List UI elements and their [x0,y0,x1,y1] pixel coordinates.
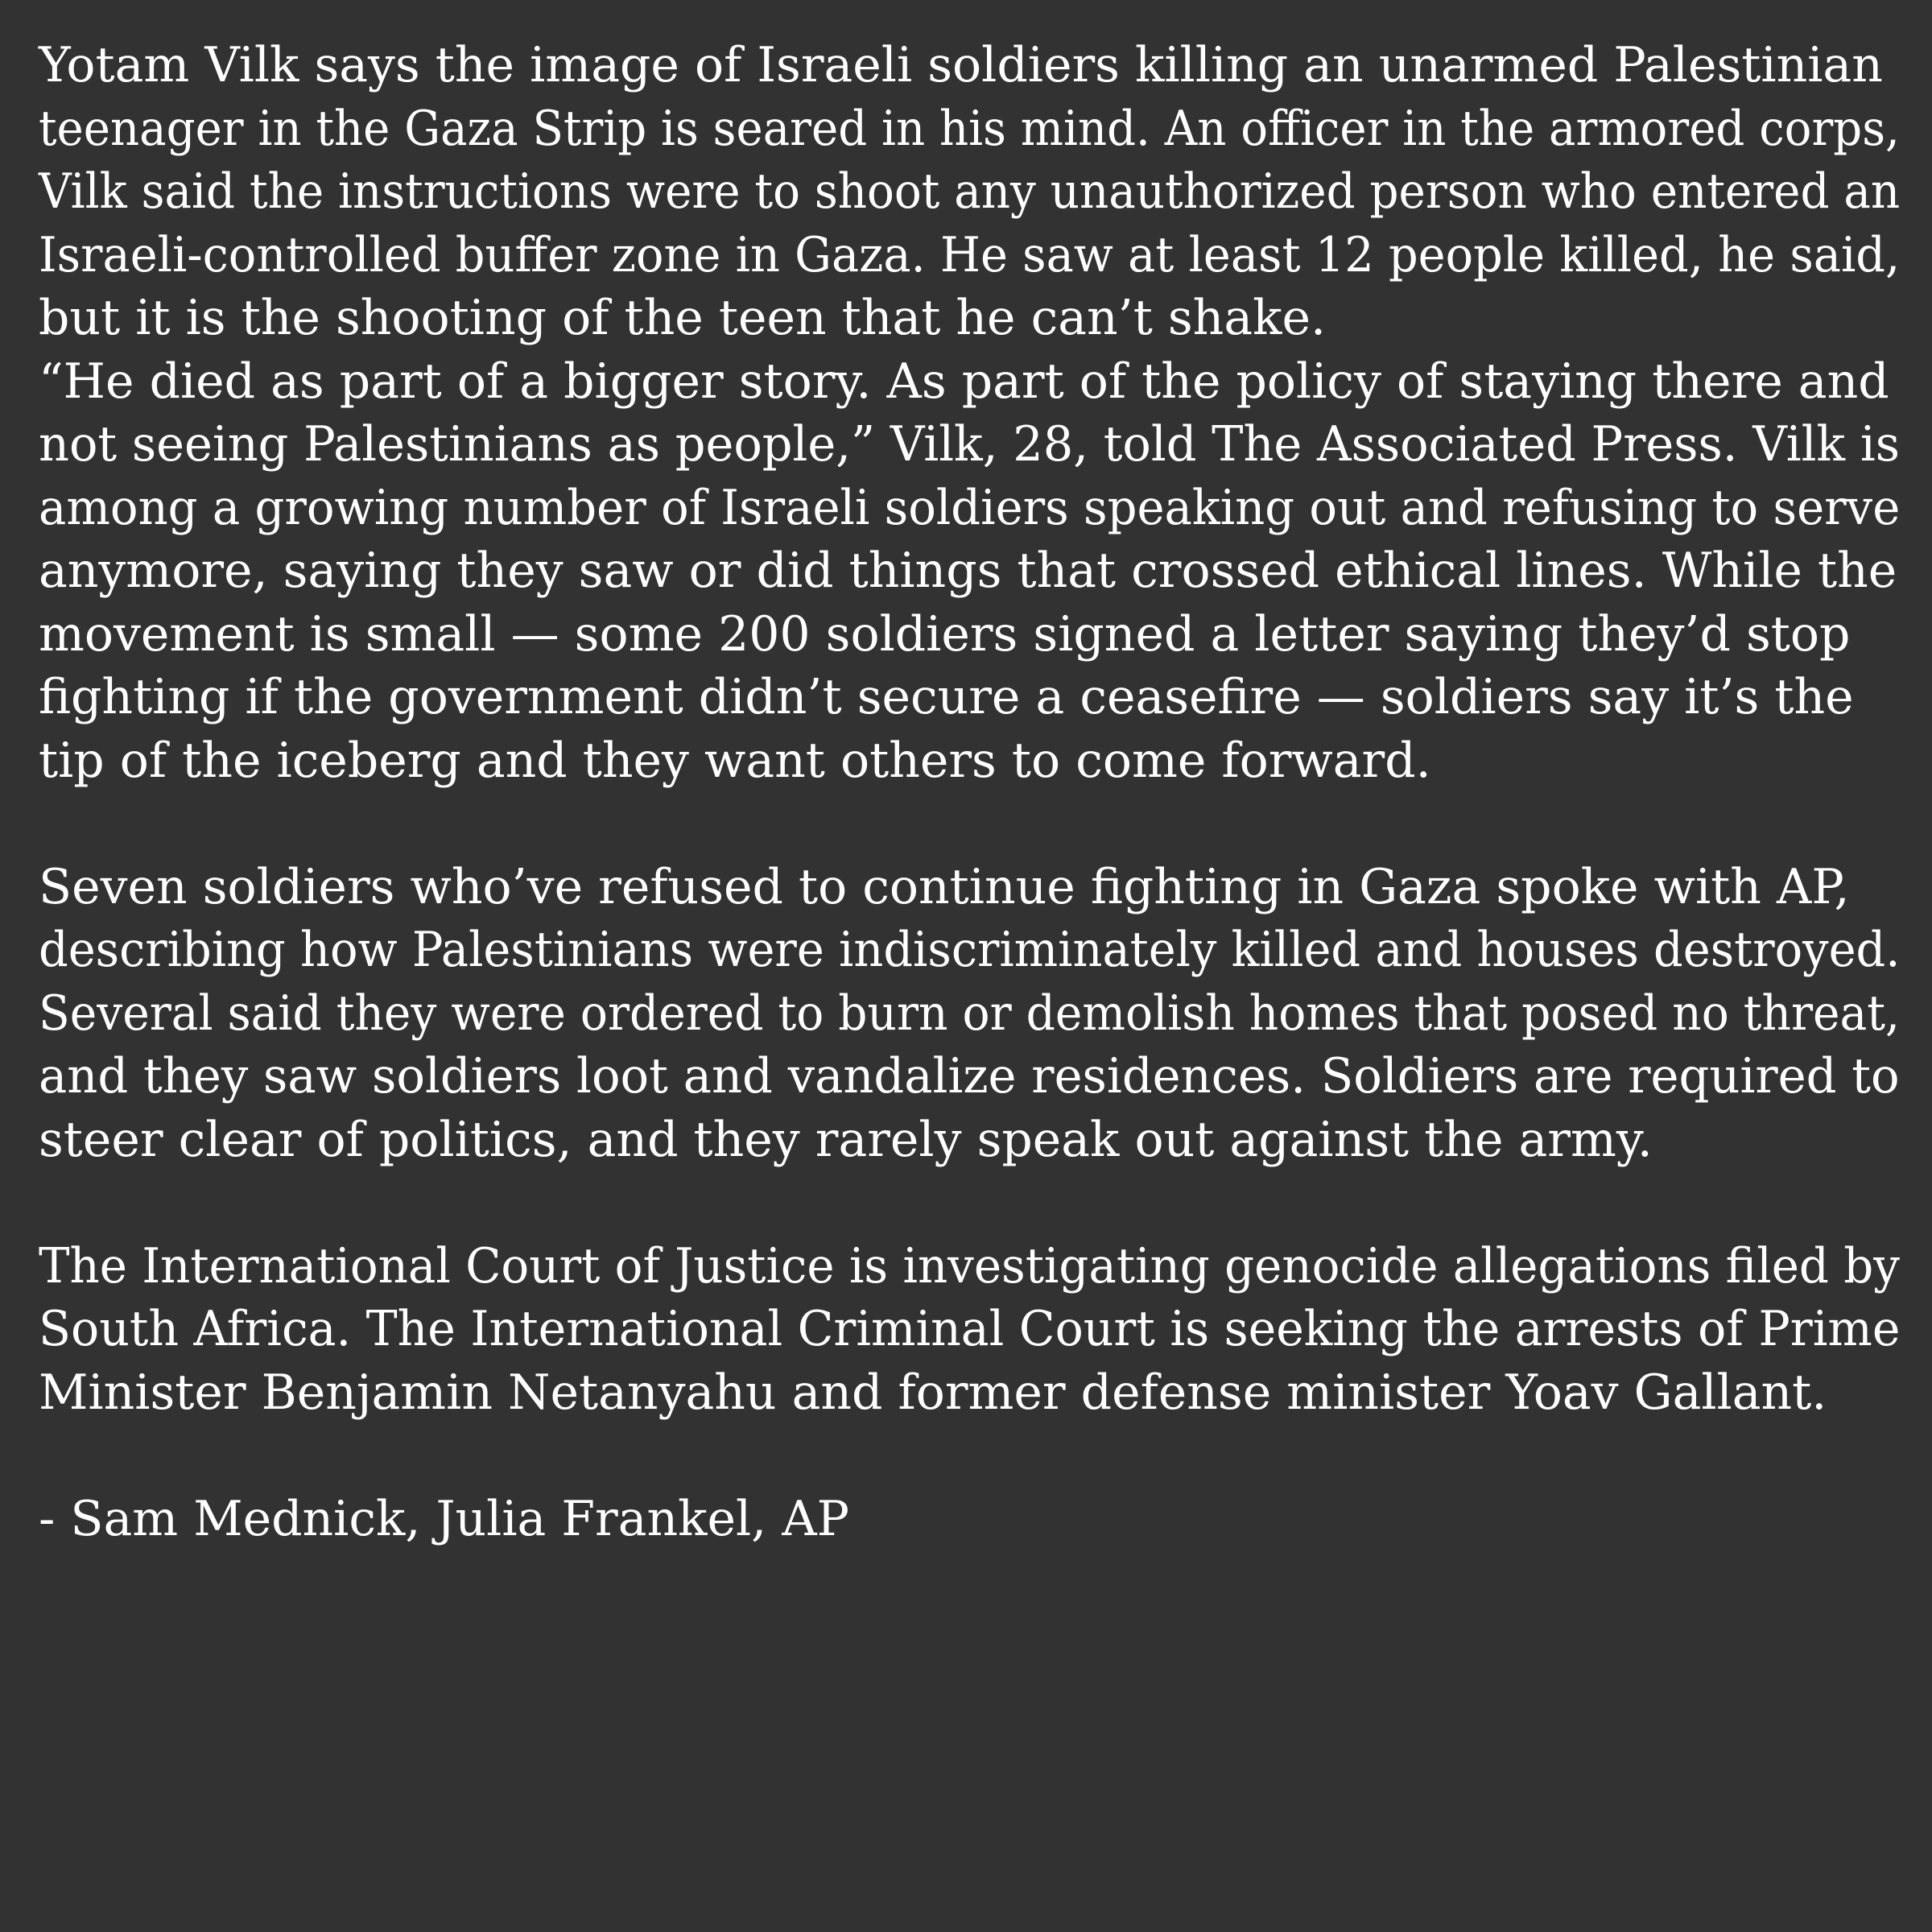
text-line: describing how Palestinians were indiscriminately killed and houses destroyed. [39,922,1901,978]
text-line: Israeli-controlled buffer zone in Gaza. He saw at least 12 people killed, he said, [39,226,1901,283]
text-line: movement is small — some 200 soldiers signed a letter saying they’d stop [39,605,1851,663]
text-line: steer clear of politics, and they rarely speak out against the army. [39,1111,1653,1168]
text-line: tip of the iceberg and they want others to come forward. [39,732,1431,789]
paragraph-spacer [39,792,1893,856]
text-line: Minister Benjamin Netanyahu and former defense minister Yoav Gallant. [39,1364,1827,1421]
text-line: but it is the shooting of the teen that he can’t shake. [39,290,1327,346]
text-line: South Africa. The International Criminal Court is seeking the arrests of Prime [39,1301,1901,1357]
text-line: “He died as part of a bigger story. As part of the policy of staying there and [39,353,1889,410]
paragraph-intro [39,34,1901,350]
text-line: Several said they were ordered to burn or demolish homes that posed no threat, [39,985,1900,1042]
text-line: fighting if the government didn’t secure a ceasefire — soldiers say it’s the [39,669,1854,725]
text-line: anymore, saying they saw or did things that crossed ethical lines. While the [39,543,1897,599]
text-line: not seeing Palestinians as people,” Vilk, 28, told The Associated Press. Vilk is [39,416,1900,473]
paragraph-spacer [39,1424,1893,1488]
text-line: Seven soldiers who’ve refused to continue fighting in Gaza spoke with AP, [39,858,1850,915]
text-line: Vilk said the instructions were to shoot any unauthorized person who entered an [39,163,1901,220]
paragraph-court [39,1235,1901,1425]
byline-text: - Sam Mednick, Julia Frankel, AP [39,1490,850,1547]
text-line: among a growing number of Israeli soldiers speaking out and refusing to serve [39,479,1901,536]
paragraph-spacer [39,1171,1893,1235]
text-line: Yotam Vilk says the image of Israeli soldiers killing an unarmed Palestinian [39,37,1883,93]
text-line: The International Court of Justice is investigating genocide allegations filed by [39,1237,1900,1294]
paragraph-soldiers [39,856,1901,1172]
paragraph-quote [39,350,1901,793]
text-line: and they saw soldiers loot and vandalize residences. Soldiers are required to [39,1048,1900,1104]
text-line: teenager in the Gaza Strip is seared in his mind. An officer in the armored corps, [39,100,1900,157]
byline [39,1488,1893,1551]
